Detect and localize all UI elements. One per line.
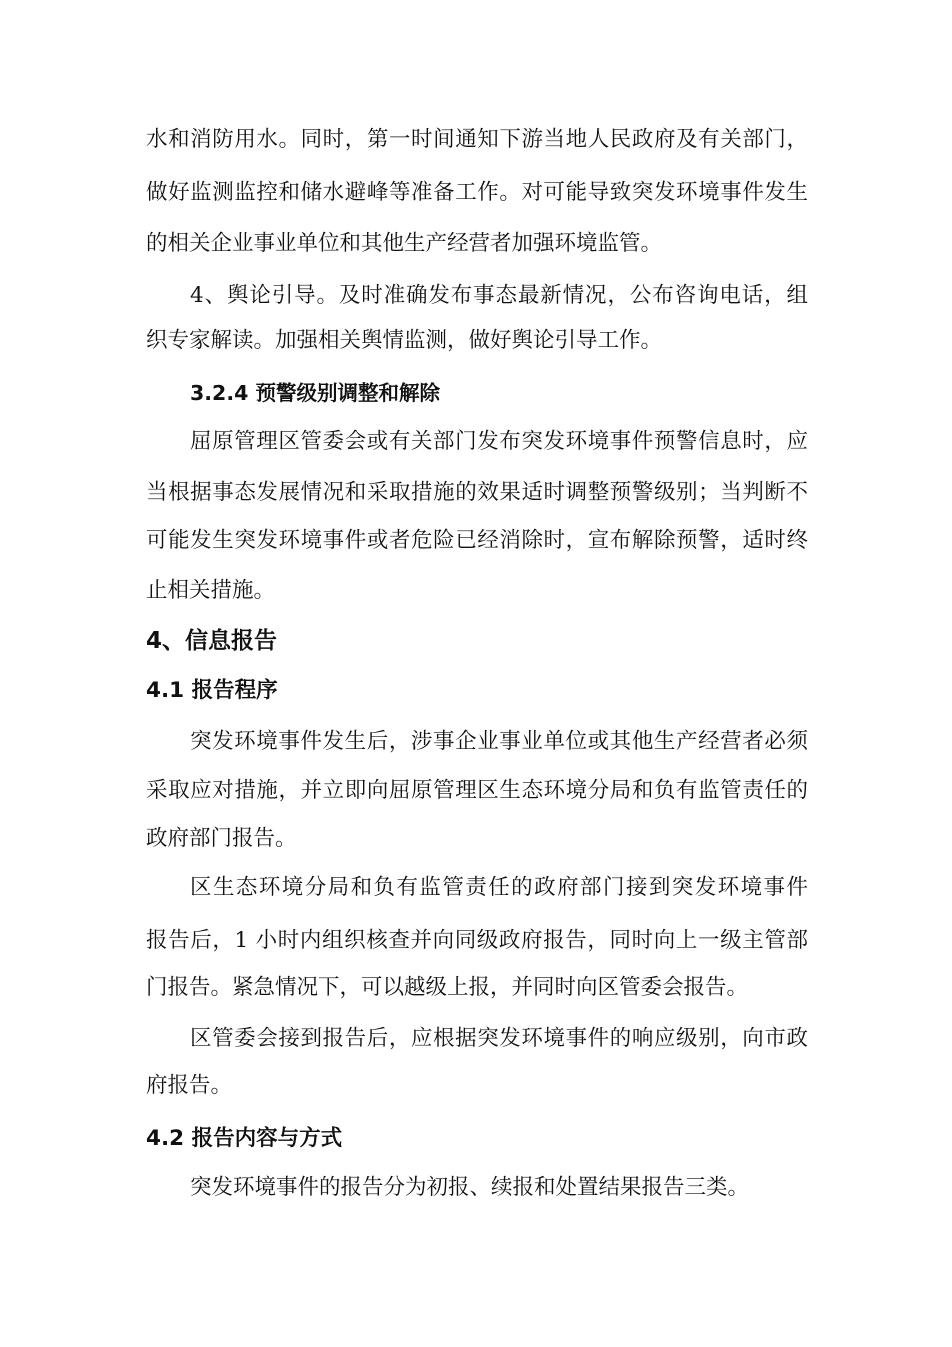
- subsection-heading: 4.2 报告内容与方式: [146, 1126, 343, 1151]
- body-line: 报告后，1 小时内组织核查并向同级政府报告，同时向上一级主管部: [146, 928, 808, 953]
- body-line: 的相关企业事业单位和其他生产经营者加强环境监管。: [146, 231, 663, 256]
- body-line: 区生态环境分局和负有监管责任的政府部门接到突发环境事件: [190, 875, 808, 900]
- body-line: 止相关措施。: [146, 578, 276, 603]
- body-line: 做好监测监控和储水避峰等准备工作。对可能导致突发环境事件发生: [146, 180, 808, 205]
- body-line: 突发环境事件发生后，涉事企业事业单位或其他生产经营者必须: [190, 729, 808, 754]
- body-line: 当根据事态发展情况和采取措施的效果适时调整预警级别；当判断不: [146, 480, 808, 505]
- body-line: 政府部门报告。: [146, 826, 297, 851]
- body-line: 屈原管理区管委会或有关部门发布突发环境事件预警信息时，应: [190, 429, 808, 454]
- body-line: 水和消防用水。同时，第一时间通知下游当地人民政府及有关部门，: [146, 127, 808, 152]
- body-line: 可能发生突发环境事件或者危险已经消除时，宣布解除预警，适时终: [146, 528, 808, 553]
- body-line: 突发环境事件的报告分为初报、续报和处置结果报告三类。: [190, 1175, 750, 1200]
- body-line: 4、舆论引导。及时准确发布事态最新情况，公布咨询电话，组: [190, 283, 808, 308]
- body-line: 门报告。紧急情况下，可以越级上报，并同时向区管委会报告。: [146, 975, 749, 1000]
- subsection-heading: 3.2.4 预警级别调整和解除: [190, 381, 441, 405]
- section-heading: 4、信息报告: [146, 628, 278, 654]
- body-line: 织专家解读。加强相关舆情监测，做好舆论引导工作。: [146, 328, 663, 353]
- body-line: 府报告。: [146, 1073, 233, 1098]
- subsection-heading: 4.1 报告程序: [146, 678, 278, 703]
- body-line: 区管委会接到报告后，应根据突发环境事件的响应级别，向市政: [190, 1026, 808, 1051]
- body-line: 采取应对措施，并立即向屈原管理区生态环境分局和负有监管责任的: [146, 778, 808, 803]
